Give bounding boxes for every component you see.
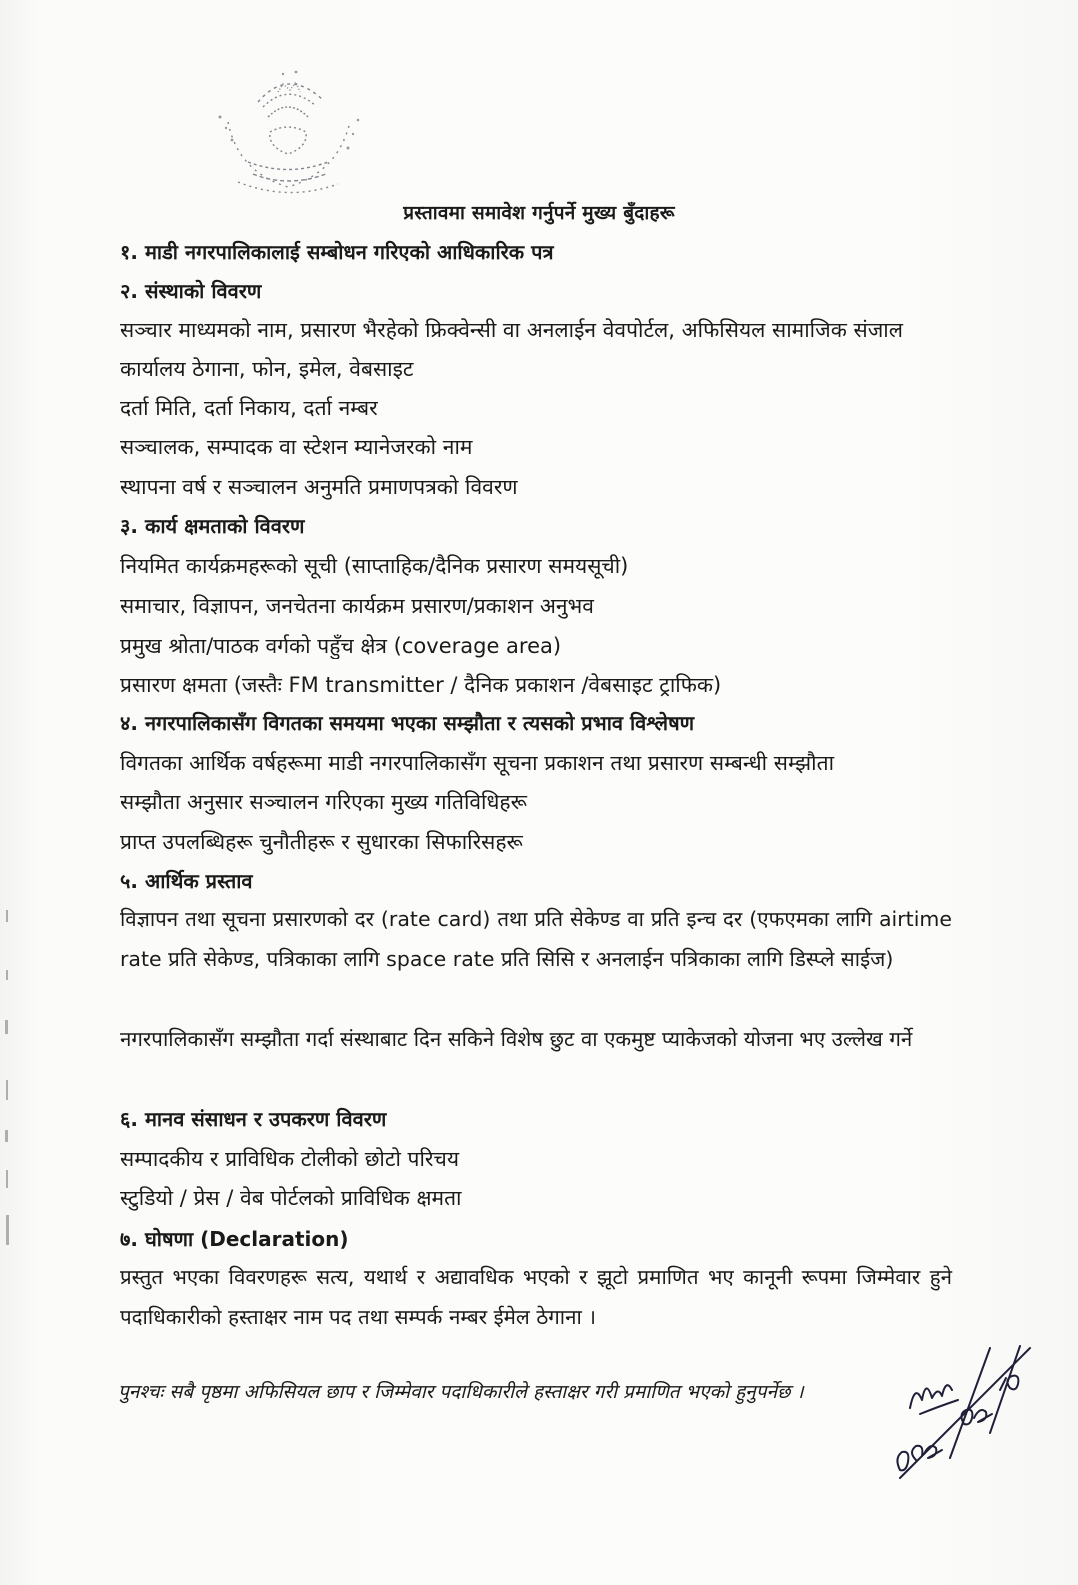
section-4-line: प्राप्त उपलब्धिहरू चुनौतीहरू र सुधारका सिफारिसहरू bbox=[120, 830, 523, 854]
section-3-line: प्रमुख श्रोता/पाठक वर्गको पहुँच क्षेत्र (coverage area) bbox=[120, 634, 562, 658]
section-5-heading: ५. आर्थिक प्रस्ताव bbox=[120, 869, 253, 893]
handwritten-signature bbox=[880, 1338, 1040, 1488]
section-4-line: सम्झौता अनुसार सञ्चालन गरिएका मुख्य गतिविधिहरू bbox=[120, 790, 527, 814]
section-2-line: कार्यालय ठेगाना, फोन, इमेल, वेबसाइट bbox=[120, 357, 414, 381]
section-6-heading: ६. मानव संसाधन र उपकरण विवरण bbox=[120, 1107, 387, 1131]
section-5-paragraph: नगरपालिकासँग सम्झौता गर्दा संस्थाबाट दिन सकिने विशेष छुट वा एकमुष्ट प्याकेजको योजना भए उल्लेख गर्ने bbox=[120, 1027, 913, 1051]
section-2-line: स्थापना वर्ष र सञ्चालन अनुमति प्रमाणपत्रको विवरण bbox=[120, 475, 518, 499]
section-2-line: सञ्चार माध्यमको नाम, प्रसारण भैरहेको फ्रिक्वेन्सी वा अनलाईन वेवपोर्टल, अफिसियल सामाजिक संजाल bbox=[120, 318, 903, 342]
section-6-line: स्टुडियो / प्रेस / वेब पोर्टलको प्राविधिक क्षमता bbox=[120, 1186, 462, 1210]
section-3-line: नियमित कार्यक्रमहरूको सूची (साप्ताहिक/दैनिक प्रसारण समयसूची) bbox=[120, 554, 629, 578]
section-7-paragraph: प्रस्तुत भएका विवरणहरू सत्य, यथार्थ र अद्यावधिक भएको र झूटो प्रमाणित भए कानूनी रूपमा जिम्मेवार हुने पदाधिकारीको हस्ताक्षर नाम पद तथा सम्पर्क नम्बर ईमेल ठेगाना । bbox=[120, 1265, 952, 1329]
section-5-paragraph: विज्ञापन तथा सूचना प्रसारणको दर (rate card) तथा प्रति सेकेण्ड वा प्रति इन्च दर (एफएमका लागि airtime rate प्रति सेकेण्ड, पत्रिकाका लागि space rate प्रति सिसि र अनलाईन पत्रिकाका लागि डिस्प्ले साईज) bbox=[120, 907, 952, 971]
section-2-line: सञ्चालक, सम्पादक वा स्टेशन म्यानेजरको नाम bbox=[120, 435, 473, 459]
document-title: प्रस्तावमा समावेश गर्नुपर्ने मुख्य बुँदाहरू bbox=[403, 202, 675, 224]
section-2-heading: २. संस्थाको विवरण bbox=[120, 279, 262, 303]
section-3-heading: ३. कार्य क्षमताको विवरण bbox=[120, 514, 305, 538]
section-7-heading: ७. घोषणा (Declaration) bbox=[120, 1227, 349, 1251]
section-4-heading: ४. नगरपालिकासँग विगतका समयमा भएका सम्झौता र त्यसको प्रभाव विश्लेषण bbox=[120, 711, 695, 735]
section-1-heading: १. माडी नगरपालिकालाई सम्बोधन गरिएको आधिकारिक पत्र bbox=[120, 240, 554, 264]
footnote: पुनश्चः सबै पृष्ठमा अफिसियल छाप र जिम्मेवार पदाधिकारीले हस्ताक्षर गरी प्रमाणित भएको हुनुपर्नेछ । bbox=[118, 1381, 804, 1403]
section-2-line: दर्ता मिति, दर्ता निकाय, दर्ता नम्बर bbox=[120, 396, 378, 420]
section-4-line: विगतका आर्थिक वर्षहरूमा माडी नगरपालिकासँग सूचना प्रकाशन तथा प्रसारण सम्बन्धी सम्झौता bbox=[120, 751, 835, 775]
section-3-line: समाचार, विज्ञापन, जनचेतना कार्यक्रम प्रसारण/प्रकाशन अनुभव bbox=[120, 594, 594, 618]
margin-marks bbox=[0, 870, 20, 1250]
section-3-line: प्रसारण क्षमता (जस्तैः FM transmitter / दैनिक प्रकाशन /वेबसाइट ट्राफिक) bbox=[120, 673, 722, 697]
official-seal bbox=[208, 62, 368, 202]
section-6-line: सम्पादकीय र प्राविधिक टोलीको छोटो परिचय bbox=[120, 1147, 460, 1171]
